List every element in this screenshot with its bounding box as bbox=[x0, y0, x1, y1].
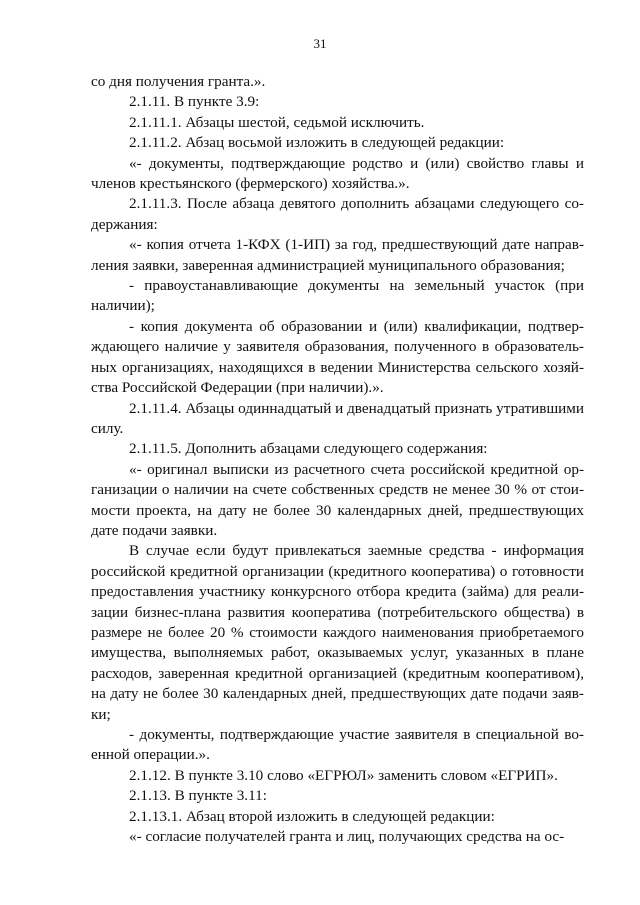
page-number: 31 bbox=[313, 36, 327, 51]
text-line: на дату не более 30 календарных дней, предшествующих дате подачи заяв- bbox=[91, 685, 584, 703]
text-line: «- согласие получателей гранта и лиц, получающих средства на ос- bbox=[129, 828, 565, 846]
text-line: ждающего наличие у заявителя образования, полученного в образователь- bbox=[91, 338, 584, 356]
document-body bbox=[91, 72, 584, 847]
text-line: дате подачи заявки. bbox=[91, 521, 218, 539]
text-line: предоставления участнику конкурсного отбора кредита (займа) для реали- bbox=[91, 583, 584, 601]
text-line: 2.1.11.5. Дополнить абзацами следующего содержания: bbox=[129, 440, 488, 458]
text-line: зации бизнес-плана развития кооператива (потребительского общества) в bbox=[91, 603, 584, 621]
paragraph bbox=[91, 439, 584, 459]
text-line: ных организациях, находящихся в ведении Министерства сельского хозяй- bbox=[91, 358, 584, 376]
text-line: держания: bbox=[91, 215, 158, 233]
paragraph bbox=[91, 154, 584, 195]
text-line: «- копия отчета 1-КФХ (1-ИП) за год, предшествующий дате направ- bbox=[129, 236, 584, 254]
text-line: наличии); bbox=[91, 297, 155, 315]
text-line: ки; bbox=[91, 705, 111, 723]
text-line: 2.1.11.1. Абзацы шестой, седьмой исключить. bbox=[129, 113, 425, 131]
text-line: енной операции.». bbox=[91, 746, 210, 764]
paragraph bbox=[91, 786, 584, 806]
paragraph bbox=[91, 766, 584, 786]
paragraph bbox=[91, 827, 584, 847]
text-line: со дня получения гранта.». bbox=[91, 73, 266, 90]
paragraph bbox=[91, 725, 584, 766]
text-line: российской кредитной организации (кредитного кооператива) о готовности bbox=[91, 562, 584, 580]
text-line: 2.1.11.3. После абзаца девятого дополнить абзацами следующего со- bbox=[129, 195, 584, 213]
text-line: ства Российской Федерации (при наличии).». bbox=[91, 379, 384, 397]
text-line: «- документы, подтверждающие родство и (или) свойство главы и bbox=[129, 154, 584, 172]
paragraph bbox=[91, 194, 584, 235]
text-line: членов крестьянского (фермерского) хозяйства.». bbox=[91, 175, 410, 193]
text-line: размере не более 20 % стоимости каждого наименования приобретаемого bbox=[91, 623, 584, 641]
text-line: «- оригинал выписки из расчетного счета российской кредитной ор- bbox=[129, 460, 584, 478]
paragraph bbox=[91, 133, 584, 153]
text-line: - правоустанавливающие документы на земельный участок (при bbox=[129, 277, 584, 295]
text-line: ления заявки, заверенная администрацией муниципального образования; bbox=[91, 256, 565, 274]
text-line: 2.1.11.4. Абзацы одиннадцатый и двенадцатый признать утратившими силу. bbox=[91, 399, 585, 437]
text-line: 2.1.11. В пункте 3.9: bbox=[129, 93, 260, 111]
text-line: В случае если будут привлекаться заемные средства - информация bbox=[129, 542, 584, 560]
text-line: 2.1.12. В пункте 3.10 слово «ЕГРЮЛ» заменить словом «ЕГРИП». bbox=[129, 766, 558, 784]
paragraph bbox=[91, 276, 584, 317]
text-line: расходов, заверенная кредитной организацией (кредитным кооперативом), bbox=[91, 664, 584, 682]
text-line: имущества, выполняемых работ, оказываемых услуг, указанных в плане bbox=[91, 644, 584, 662]
text-line: ганизации о наличии на счете собственных средств не менее 30 % от стои- bbox=[91, 481, 584, 499]
text-line: 2.1.13. В пункте 3.11: bbox=[129, 787, 267, 805]
text-line: - копия документа об образовании и (или) квалификации, подтвер- bbox=[129, 317, 584, 335]
text-line: 2.1.11.2. Абзац восьмой изложить в следующей редакции: bbox=[129, 134, 505, 152]
text-line: - документы, подтверждающие участие заявителя в специальной во- bbox=[129, 726, 584, 743]
text-line: 2.1.13.1. Абзац второй изложить в следующей редакции: bbox=[129, 807, 495, 825]
text-line: мости проекта, на дату не более 30 календарных дней, предшествующих bbox=[91, 501, 584, 519]
paragraph bbox=[91, 460, 584, 542]
paragraph bbox=[91, 807, 584, 827]
paragraph bbox=[91, 541, 584, 725]
paragraph bbox=[91, 72, 584, 92]
paragraph bbox=[91, 235, 584, 276]
paragraph bbox=[91, 399, 584, 440]
paragraph bbox=[91, 113, 584, 133]
paragraph bbox=[91, 317, 584, 399]
paragraph bbox=[91, 92, 584, 112]
